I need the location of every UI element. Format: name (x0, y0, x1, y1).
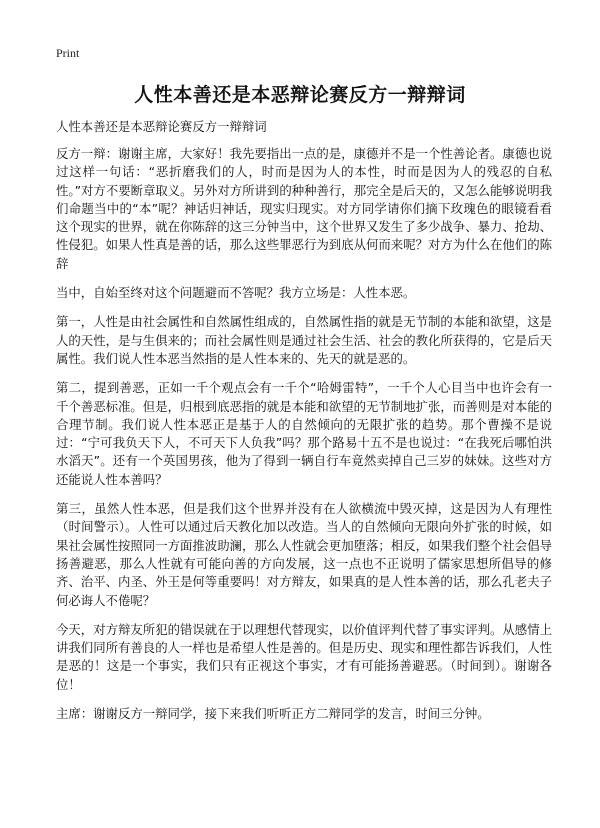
paragraph-chair: 主席：谢谢反方一辩同学，接下来我们听听正方二辩同学的发言，时间三分钟。 (56, 706, 490, 722)
print-link[interactable]: Print (56, 46, 80, 60)
article-body (56, 118, 552, 734)
paragraph-conclusion: 今天，对方辩友所犯的错误就在于以理想代替现实，以价值评判代替了事实评判。从感情上讲我们同所有善良的人一样也是希望人性是善的。但是历史、现实和理性都告诉我们，人性是恶的！这是一个事实，我们只有正视这个事实，才有可能扬善避恶。（时间到）。谢谢各位！ (56, 621, 552, 692)
paragraph-opening: 反方一辩：谢谢主席，大家好！我先要指出一点的是，康德并不是一个性善论者。康德也说过这样一句话：“恶折磨我们的人，时而是因为人的本性，时而是因为人的残忍的自私性。”对方不要断章取义。另外对方所讲到的种种善行，那完全是后天的，又怎么能够说明我们命题当中的“本”呢？神话归神话，现实归现实。对方同学请你们摘下玫瑰色的眼镜看看这个现实的世界，就在你陈辞的这三分钟当中，这个世界又发生了多少战争、暴力、抢劫、性侵犯。如果人性真是善的话，那么这些罪恶行为到底从何而来呢？对方为什么在他们的陈辞 (56, 146, 552, 271)
paragraph-stance: 当中，自始至终对这个问题避而不答呢？我方立场是：人性本恶。 (56, 285, 416, 301)
paragraph-point-three: 第三，虽然人性本恶，但是我们这个世界并没有在人欲横流中毁灭掉，这是因为人有理性（时间警示）。人性可以通过后天教化加以改造。当人的自然倾向无限向外扩张的时候，如果社会属性按照同一方面推波助澜，那么人性就会更加堕落；相反，如果我们整个社会倡导扬善避恶，那么人性就有可能向善的方向发展，这一点也不正说明了儒家思想所倡导的修齐、治平、内圣、外王是何等重要吗！对方辩友，如果真的是人性本善的话，那么孔老夫子何必诲人不倦呢？ (56, 501, 552, 608)
article-subtitle: 人性本善还是本恶辩论赛反方一辩辩词 (56, 119, 267, 134)
page-title: 人性本善还是本恶辩论赛反方一辩辩词 (134, 84, 466, 106)
paragraph-point-one: 第一，人性是由社会属性和自然属性组成的，自然属性指的就是无节制的本能和欲望，这是人的天性，是与生俱来的；而社会属性则是通过社会生活、社会的教化所获得的，它是后天属性。我们说人性本恶当然指的是人性本来的、先天的就是恶的。 (56, 314, 552, 366)
paragraph-point-two: 第二，提到善恶，正如一千个观点会有一千个“哈姆雷特”，一千个人心目当中也许会有一千个善恶标准。但是，归根到底恶指的就是本能和欲望的无节制地扩张，而善则是对本能的合理节制。我们说人性本恶正是基于人的自然倾向的无限扩张的趋势。那个曹操不是说过：“宁可我负天下人，不可天下人负我”吗？那个路易十五不是也说过：“在我死后哪怕洪水滔天”。还有一个英国男孩，他为了得到一辆自行车竟然卖掉自己三岁的妹妹。这些对方还能说人性本善吗？ (56, 380, 552, 487)
